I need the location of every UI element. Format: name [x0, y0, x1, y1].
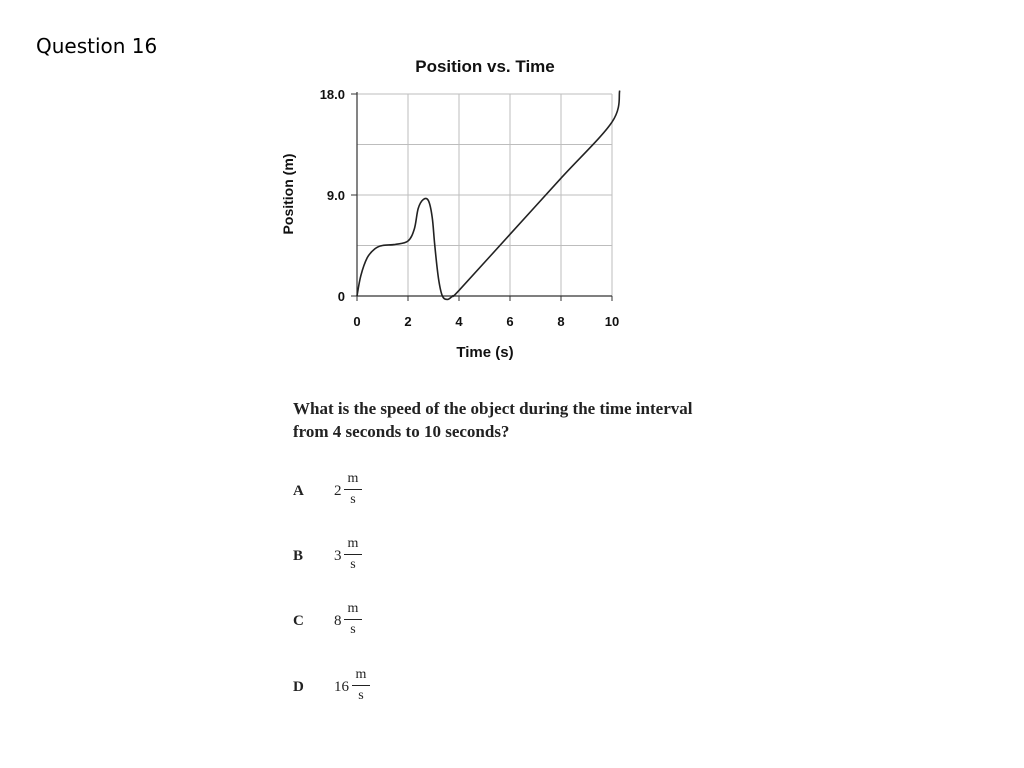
choice-letter: A	[293, 483, 304, 499]
x-tick-label: 4	[455, 314, 463, 329]
y-tick-label: 18.0	[319, 87, 345, 102]
y-tick-label: 0	[337, 289, 345, 304]
unit-denominator: s	[350, 622, 356, 637]
chart-title: Position vs. Time	[415, 57, 555, 76]
x-tick-label: 8	[557, 314, 565, 329]
unit-fraction	[344, 601, 362, 637]
chart-axes	[351, 92, 612, 301]
choice-value: 2	[334, 483, 342, 499]
unit-numerator: m	[352, 667, 370, 686]
unit-numerator: m	[344, 536, 362, 555]
y-axis-label: Position (m)	[280, 153, 296, 235]
question-number: Question 16	[36, 34, 158, 58]
choice-letter: D	[293, 679, 304, 695]
y-tick-label: 9.0	[326, 188, 345, 203]
x-tick-label: 2	[404, 314, 412, 329]
choice-value: 16	[334, 679, 349, 695]
x-tick-label: 10	[604, 314, 620, 329]
x-tick-label: 6	[506, 314, 514, 329]
unit-fraction	[344, 471, 362, 507]
choice-value: 3	[334, 548, 342, 564]
x-axis-label: Time (s)	[456, 344, 514, 361]
unit-fraction	[344, 536, 362, 572]
unit-fraction	[352, 667, 370, 703]
choice-letter: C	[293, 613, 304, 629]
choice-value: 8	[334, 613, 342, 629]
question-text: What is the speed of the object during the time interval from 4 seconds to 10 seconds?	[293, 399, 693, 441]
unit-denominator: s	[358, 688, 364, 703]
unit-numerator: m	[344, 601, 362, 620]
choice-letter: B	[293, 548, 304, 564]
x-tick-label: 0	[353, 314, 361, 329]
chart-grid	[357, 94, 612, 296]
position-time-chart	[270, 48, 650, 378]
unit-denominator: s	[350, 557, 356, 572]
chart-tick-labels	[320, 87, 620, 329]
unit-denominator: s	[350, 492, 356, 507]
unit-numerator: m	[344, 471, 362, 490]
